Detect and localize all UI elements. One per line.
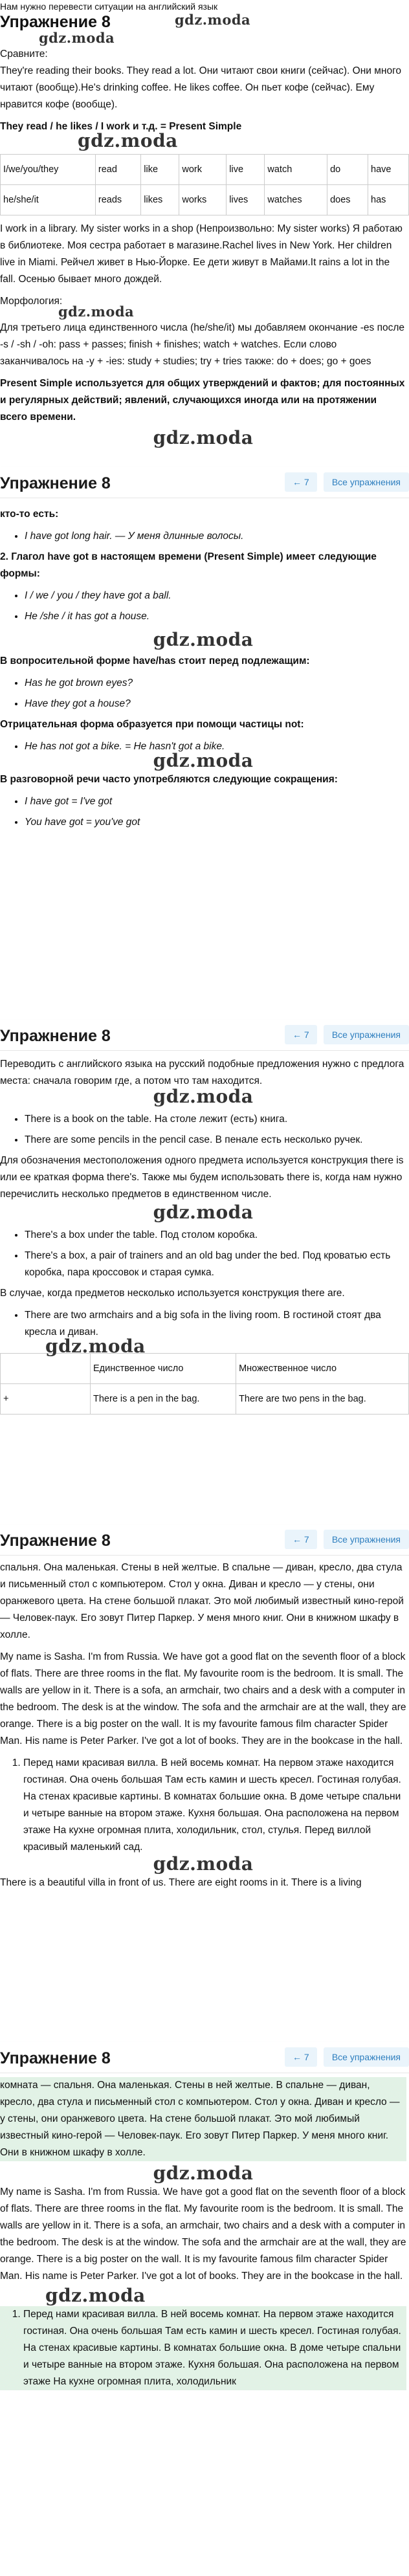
watermark: gdz.moda — [153, 427, 254, 448]
watermark: gdz.moda — [153, 2163, 254, 2184]
prev-number: 7 — [304, 1029, 309, 1040]
arrow-left-icon: ← — [292, 1029, 302, 1040]
list-item: 1. Перед нами красивая вилла. В ней восемь комнат. На первом этаже находится гостиная. Она очень большая Там есть камин и шесть кресел. Гостиная голубая. На стенах красивые картины. В комнатах большие окна. В доме четыре спальни и четыре ванные на втором этаже. Кухня большая. Она расположена на первом этаже На кухне огромная плита, холодильник, стол, стулья. Перед виллой красивый маленький сад. — [23, 1755, 406, 1856]
watermark: gdz.moda — [78, 130, 178, 151]
list-item: 1. Перед нами красивая вилла. В ней восемь комнат. На первом этаже находится гостиная. Она очень большая Там есть камин и шесть кресел. Гостиная голубая. На стенах красивые картины. В комнатах большие окна. В доме четыре спальни и четыре ванные на втором этаже. Кухня большая. Она расположена на первом этаже На кухне огромная плита, холодильник — [23, 2306, 406, 2390]
table-row — [1, 1354, 409, 1384]
table-cell: do — [327, 155, 368, 185]
table-cell — [1, 1354, 91, 1384]
exercise-header — [0, 467, 409, 498]
section-heading: 2. Глагол have got в настоящем времени (Present Simple) имеет следующие формы: — [0, 551, 377, 579]
intro-line: Нам нужно перевести ситуации на английский язык — [0, 1, 218, 12]
watermark: gdz.moda — [153, 1086, 254, 1107]
prev-button[interactable] — [285, 1530, 317, 1549]
highlighted-paragraph: комната — спальня. Она маленькая. Стены в ней желтые. В спальне — диван, кресло, два стула и письменный стол с компьютером. Стол у окна. Диван и кресло — у стены, они оранжевого цвета. На стене большой плакат. Это мой любимый известный кино-герой — Человек-паук. Его зовут Питер Паркер. У меня много книг. Они в книжном шкафу в холле. — [0, 2077, 406, 2161]
table-cell: work — [179, 155, 227, 185]
table-cell: has — [368, 185, 409, 215]
exercise-title: Упражнение 8 — [0, 1532, 111, 1550]
example-list — [0, 1227, 406, 1281]
intro-line: кто-то есть: — [0, 509, 59, 520]
section-heading: Отрицательная форма образуется при помощи частицы not: — [0, 719, 304, 730]
table-cell: like — [141, 155, 179, 185]
table-cell: Множественное число — [236, 1354, 409, 1384]
paragraph: My name is Sasha. I'm from Russia. We have got a good flat on the seventh floor of a block of flats. There are three rooms in the flat. My favourite room is the bedroom. It is small. The walls are yellow in it. There is a sofa, an armchair, two chairs and a desk with a computer in the bedroom. The desk is at the window. The sofa and the armchair are at the wall, they are orange. There is a big poster on the wall. It is my favourite famous film character Spider Man. His name is Peter Parker. I've got a lot of books. They are in the bookcase in the hall. — [0, 1651, 406, 1746]
list-item: • There's a box under the table. Под столом коробка. — [25, 1227, 406, 1244]
watermark: gdz.moda — [175, 12, 251, 28]
morph-label: Морфология: — [0, 296, 63, 307]
numbered-list — [0, 2306, 406, 2390]
table-cell: There is a pen in the bag. — [91, 1384, 236, 1415]
arrow-left-icon: ← — [292, 2052, 302, 2062]
rule-text: They read / he likes / I work и т.д. = Present Simple — [0, 121, 242, 132]
list-item: • There are two armchairs and a big sofa in the living room. В гостиной стоят два кресла и диван. — [25, 1307, 406, 1341]
example-list — [0, 1111, 406, 1149]
watermark: gdz.moda — [45, 1336, 146, 1357]
paragraph: Для обозначения местоположения одного предмета используется конструкция there is или ее краткая форма there's. Также мы будем использовать there is, когда нам нужно перечислить несколько предметов в единственном числе. — [0, 1155, 404, 1200]
watermark: gdz.moda — [153, 750, 254, 771]
list-item: • I have got = I've got — [25, 793, 406, 810]
list-item: • I / we / you / they have got a ball. — [25, 588, 406, 604]
watermark: gdz.moda — [45, 2285, 146, 2306]
all-exercises-button[interactable]: Все упражнения — [324, 472, 409, 492]
prev-button[interactable] — [285, 1025, 317, 1044]
compare-label: Сравните: — [0, 49, 48, 60]
list-item: • He has not got a bike. = He hasn't got a bike. — [25, 738, 406, 755]
table-cell: I/we/you/they — [1, 155, 96, 185]
watermark: gdz.moda — [153, 1853, 254, 1875]
strip-5 — [0, 2042, 409, 2576]
page-title: Упражнение 8 — [0, 13, 111, 31]
table-row — [1, 1384, 409, 1415]
list-item: • He /she / it has got a house. — [25, 608, 406, 625]
paragraph: There is a beautiful villa in front of us. There are eight rooms in it. There is a living — [0, 1877, 362, 1888]
table-cell: have — [368, 155, 409, 185]
prev-button[interactable] — [285, 2047, 317, 2067]
verb-table — [0, 154, 409, 215]
paragraph: В случае, когда предметов несколько используется конструкция there are. — [0, 1288, 345, 1299]
header-toolbar — [278, 1025, 409, 1044]
comparison-table — [0, 1353, 409, 1415]
strip-3 — [0, 1020, 409, 1525]
paragraph: спальня. Она маленькая. Стены в ней желтые. В спальне — диван, кресло, два стула и письменный стол с компьютером. Стол у окна. Диван и кресло — у стены, они оранжевого цвета. На стене большой плакат. Это мой любимый известный кино-герой — Человек-паук. Его зовут Питер Паркер. У меня много книг. Они в книжном шкафу в холле. — [0, 1562, 404, 1640]
section-heading: В разговорной речи часто употребляются следующие сокращения: — [0, 774, 338, 785]
watermark: gdz.moda — [39, 30, 115, 46]
paragraph: My name is Sasha. I'm from Russia. We have got a good flat on the seventh floor of a block of flats. There are three rooms in the flat. My favourite room is the bedroom. It is small. The walls are yellow in it. There is a sofa, an armchair, two chairs and a desk with a computer in the bedroom. The desk is at the window. The sofa and the armchair are at the wall, they are orange. There is a big poster on the wall. It is my favourite famous film character Spider Man. His name is Peter Parker. I've got a lot of books. They are in the bookcase in the hall. — [0, 2186, 406, 2282]
list-item: • Have they got a house? — [25, 696, 406, 712]
arrow-left-icon: ← — [292, 477, 302, 487]
table-cell: likes — [141, 185, 179, 215]
example-list — [0, 675, 406, 712]
prev-number: 7 — [304, 477, 309, 487]
example-list — [0, 588, 406, 625]
exercise-header — [0, 1525, 409, 1556]
header-toolbar — [278, 1530, 409, 1549]
prev-number: 7 — [304, 2052, 309, 2062]
table-cell: he/she/it — [1, 185, 96, 215]
table-cell: does — [327, 185, 368, 215]
numbered-list — [0, 1755, 406, 1856]
exercise-title: Упражнение 8 — [0, 2049, 111, 2067]
all-exercises-button[interactable]: Все упражнения — [324, 1025, 409, 1044]
table-cell: reads — [95, 185, 140, 215]
section-heading: В вопросительной форме have/has стоит перед подлежащим: — [0, 655, 310, 666]
paragraph: I work in a library. My sister works in a shop (Непроизвольно: My sister works) Я работаю в библиотеке. Моя сестра работает в магазине.Rachel lives in New York. Her children live in Miami. Рейчел живет в Нью-Йорке. Ее дети живут в Майами.It rains a lot in the fall. Осенью бывает много дождей. — [0, 223, 403, 285]
exercise-title: Упражнение 8 — [0, 474, 111, 492]
prev-number: 7 — [304, 1534, 309, 1545]
all-exercises-button[interactable]: Все упражнения — [324, 2047, 409, 2067]
table-cell: read — [95, 155, 140, 185]
list-item: • There are some pencils in the pencil case. В пенале есть несколько ручек. — [25, 1132, 406, 1149]
list-item: • There is a book on the table. На столе лежит (есть) книга. — [25, 1111, 406, 1128]
paragraph: Для третьего лица единственного числа (he/she/it) мы добавляем окончание -es после -s / -sh / -oh: pass + passes; finish + finishes; watch + watches. Если слово заканчивалось на -y + -ies: study + studies; try + tries также: do + does; go + goes — [0, 322, 405, 367]
list-item: • Has he got brown eyes? — [25, 675, 406, 692]
exercise-title: Упражнение 8 — [0, 1027, 111, 1045]
watermark: gdz.moda — [153, 629, 254, 650]
example-list — [0, 793, 406, 831]
table-cell: + — [1, 1384, 91, 1415]
all-exercises-button[interactable]: Все упражнения — [324, 1530, 409, 1549]
table-cell: live — [227, 155, 265, 185]
header-toolbar — [278, 2047, 409, 2067]
prev-button[interactable] — [285, 472, 317, 492]
list-item: • You have got = you've got — [25, 814, 406, 831]
exercise-header — [0, 1020, 409, 1051]
paragraph: Переводить с английского языка на русский подобные предложения нужно с предлога места: сначала говорим где, а потом что там находится. — [0, 1059, 404, 1086]
exercise-header — [0, 2042, 409, 2073]
table-cell: Единственное число — [91, 1354, 236, 1384]
table-row — [1, 185, 409, 215]
paragraph: Present Simple используется для общих утверждений и фактов; для постоянных и регулярных действий; явлений, случающихся иногда или на протяжении всего времени. — [0, 378, 405, 423]
strip-1 — [0, 0, 409, 467]
table-cell: works — [179, 185, 227, 215]
strip-2 — [0, 467, 409, 1020]
watermark: gdz.moda — [153, 1202, 254, 1223]
header-toolbar — [278, 472, 409, 492]
list-item: • I have got long hair. — У меня длинные волосы. — [25, 528, 406, 545]
list-item: • There's a box, a pair of trainers and an old bag under the bed. Под кроватью есть коробка, пара кроссовок и старая сумка. — [25, 1248, 406, 1281]
table-cell: lives — [227, 185, 265, 215]
example-list — [0, 528, 406, 545]
table-cell: watches — [265, 185, 327, 215]
paragraph: They're reading their books. They read a lot. Они читают свои книги (сейчас). Они много читают (вообще).He's drinking coffee. He likes coffee. Он пьет кофе (сейчас). Ему нравится кофе (вообще). — [0, 65, 401, 110]
table-cell: There are two pens in the bag. — [236, 1384, 409, 1415]
watermark: gdz.moda — [58, 303, 135, 320]
arrow-left-icon: ← — [292, 1534, 302, 1545]
table-cell: watch — [265, 155, 327, 185]
strip-4 — [0, 1525, 409, 2042]
table-row — [1, 155, 409, 185]
